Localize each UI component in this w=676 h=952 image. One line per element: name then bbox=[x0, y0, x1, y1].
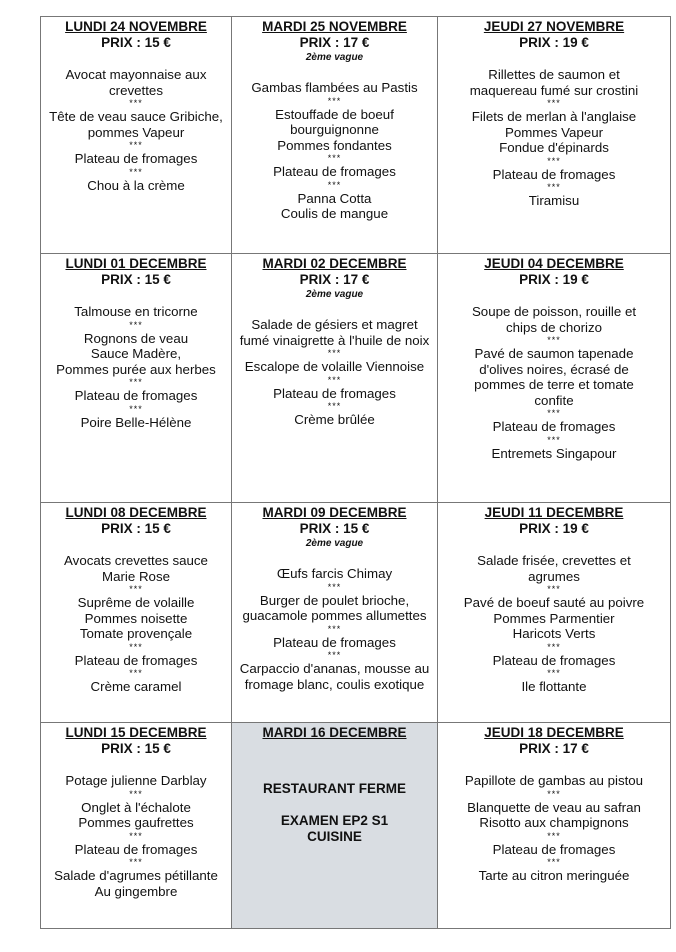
dish-list bbox=[238, 80, 431, 222]
course-separator: *** bbox=[327, 650, 342, 660]
dish-line: Avocats crevettes sauce bbox=[64, 553, 208, 568]
dish-line: Coulis de mangue bbox=[280, 206, 389, 221]
course-separator: *** bbox=[547, 668, 561, 678]
dish-list bbox=[444, 67, 664, 209]
dish-list bbox=[238, 317, 431, 428]
dish-line: Tomate provençale bbox=[79, 626, 193, 641]
dish-line: Entremets Singapour bbox=[491, 445, 617, 461]
day-heading: MARDI 25 NOVEMBRE bbox=[262, 19, 407, 34]
course-item bbox=[238, 317, 431, 348]
day-cell bbox=[41, 17, 232, 254]
dish-line: pommes Vapeur bbox=[87, 124, 185, 140]
course-separator: *** bbox=[547, 788, 561, 799]
price-label: PRIX : 17 € bbox=[519, 741, 589, 756]
day-heading: MARDI 16 DECEMBRE bbox=[262, 725, 407, 740]
price-label: PRIX : 15 € bbox=[101, 521, 171, 536]
dish-line: fromage blanc, coulis exotique bbox=[244, 676, 425, 692]
course-item bbox=[238, 191, 431, 222]
course-item bbox=[238, 593, 431, 624]
price-label: PRIX : 17 € bbox=[299, 272, 370, 287]
service-wave-note: 2ème vague bbox=[305, 52, 364, 63]
dish-line: Salade frisée, crevettes et bbox=[477, 553, 631, 568]
dish-line: Pommes Parmentier bbox=[493, 610, 615, 626]
course-item bbox=[238, 661, 431, 692]
dish-line: Carpaccio d'ananas, mousse au bbox=[239, 661, 430, 676]
dish-line: d'olives noires, écrasé de bbox=[479, 361, 629, 377]
day-heading: MARDI 02 DECEMBRE bbox=[262, 256, 407, 271]
dish-line: Talmouse en tricorne bbox=[74, 304, 198, 319]
course-separator: *** bbox=[547, 641, 561, 652]
closed-day-cell bbox=[232, 723, 438, 929]
day-cell bbox=[438, 723, 671, 929]
course-item bbox=[444, 446, 664, 462]
course-item bbox=[47, 842, 225, 858]
dish-line: Chou à la crème bbox=[87, 177, 185, 193]
price-label: PRIX : 15 € bbox=[299, 521, 370, 536]
dish-line: Plateau de fromages bbox=[273, 634, 396, 650]
dish-list bbox=[444, 304, 664, 461]
day-cell bbox=[232, 254, 438, 503]
day-cell bbox=[232, 503, 438, 723]
course-item bbox=[444, 304, 664, 335]
course-item bbox=[444, 346, 664, 408]
closure-line: RESTAURANT FERME bbox=[263, 781, 406, 796]
course-separator: *** bbox=[129, 377, 143, 387]
dish-line: confite bbox=[534, 392, 574, 408]
dish-line: chips de chorizo bbox=[505, 319, 603, 335]
dish-line: Blanquette de veau au safran bbox=[467, 799, 641, 815]
course-item bbox=[444, 595, 664, 642]
course-separator: *** bbox=[129, 830, 143, 841]
course-item bbox=[47, 304, 225, 320]
day-heading: MARDI 09 DECEMBRE bbox=[262, 505, 407, 520]
day-cell bbox=[438, 503, 671, 723]
course-separator: *** bbox=[327, 95, 342, 106]
price-label: PRIX : 15 € bbox=[101, 272, 171, 287]
course-separator: *** bbox=[547, 98, 561, 108]
price-label: PRIX : 19 € bbox=[519, 272, 589, 287]
menu-row bbox=[41, 723, 671, 929]
course-item bbox=[238, 107, 431, 154]
course-item bbox=[47, 800, 225, 831]
course-item bbox=[444, 67, 664, 98]
dish-line: Potage julienne Darblay bbox=[65, 773, 207, 788]
course-item bbox=[47, 773, 225, 789]
dish-list bbox=[47, 304, 225, 430]
day-heading: LUNDI 24 NOVEMBRE bbox=[65, 19, 207, 34]
course-item bbox=[444, 773, 664, 789]
day-heading: LUNDI 01 DECEMBRE bbox=[65, 256, 207, 271]
course-separator: *** bbox=[547, 434, 561, 445]
course-item bbox=[47, 595, 225, 642]
course-separator: *** bbox=[327, 179, 342, 190]
price-label: PRIX : 19 € bbox=[519, 35, 589, 50]
dish-line: Plateau de fromages bbox=[74, 652, 198, 668]
dish-line: Ile flottante bbox=[521, 679, 587, 694]
day-cell bbox=[41, 503, 232, 723]
dish-line: Soupe de poisson, rouille et bbox=[471, 304, 637, 319]
course-item bbox=[47, 679, 225, 695]
menu-row bbox=[41, 254, 671, 503]
closure-line: CUISINE bbox=[307, 829, 362, 844]
dish-line: Au gingembre bbox=[94, 883, 178, 899]
service-wave-note: 2ème vague bbox=[305, 538, 364, 549]
course-separator: *** bbox=[327, 348, 342, 358]
dish-list bbox=[238, 566, 431, 692]
dish-line: Estouffade de boeuf bbox=[275, 106, 394, 122]
course-item bbox=[47, 388, 225, 404]
menu-row bbox=[41, 503, 671, 723]
course-separator: *** bbox=[129, 319, 143, 330]
dish-line: Plateau de fromages bbox=[492, 652, 616, 668]
course-item bbox=[238, 635, 431, 651]
course-item bbox=[444, 167, 664, 183]
course-item bbox=[238, 386, 431, 402]
dish-line: Burger de poulet brioche, bbox=[259, 592, 410, 608]
dish-line: Tiramisu bbox=[528, 193, 580, 208]
closure-gap bbox=[238, 797, 431, 813]
course-item bbox=[47, 67, 225, 98]
course-item bbox=[47, 868, 225, 899]
price-label: PRIX : 15 € bbox=[101, 35, 171, 50]
course-separator: *** bbox=[129, 98, 143, 108]
dish-line: Haricots Verts bbox=[512, 626, 596, 641]
course-item bbox=[444, 553, 664, 584]
price-label: PRIX : 15 € bbox=[101, 741, 171, 756]
course-separator: *** bbox=[129, 584, 143, 594]
course-item bbox=[47, 109, 225, 140]
course-item bbox=[444, 193, 664, 209]
closure-notice bbox=[238, 781, 431, 845]
price-label: PRIX : 17 € bbox=[299, 35, 370, 50]
dish-line: Plateau de fromages bbox=[273, 385, 396, 401]
course-separator: *** bbox=[129, 857, 143, 867]
course-item bbox=[444, 842, 664, 858]
dish-line: guacamole pommes allumettes bbox=[242, 608, 427, 623]
course-item bbox=[238, 566, 431, 582]
dish-line: Panna Cotta bbox=[297, 190, 372, 206]
course-item bbox=[444, 419, 664, 435]
course-item bbox=[47, 653, 225, 669]
dish-line: Pavé de boeuf sauté au poivre bbox=[463, 595, 645, 610]
dish-line: Marie Rose bbox=[102, 568, 170, 584]
dish-list bbox=[444, 553, 664, 695]
dish-line: Tête de veau sauce Gribiche, bbox=[49, 109, 223, 124]
course-separator: *** bbox=[547, 584, 561, 594]
dish-line: Crème caramel bbox=[90, 679, 182, 694]
course-item bbox=[238, 359, 431, 375]
course-separator: *** bbox=[327, 623, 342, 634]
course-separator: *** bbox=[129, 788, 143, 799]
course-separator: *** bbox=[129, 641, 143, 652]
day-heading: LUNDI 15 DECEMBRE bbox=[65, 725, 207, 740]
service-wave-note: 2ème vague bbox=[305, 289, 364, 300]
dish-line: Crème brûlée bbox=[294, 412, 375, 427]
dish-line: Pavé de saumon tapenade bbox=[474, 346, 634, 361]
course-item bbox=[444, 868, 664, 884]
course-separator: *** bbox=[547, 335, 561, 345]
course-separator: *** bbox=[327, 153, 342, 163]
dish-line: Pommes gaufrettes bbox=[78, 815, 194, 830]
dish-line: fumé vinaigrette à l'huile de noix bbox=[239, 332, 430, 348]
dish-line: Poire Belle-Hélène bbox=[80, 414, 192, 430]
dish-line: Fondue d'épinards bbox=[499, 140, 609, 155]
day-heading: JEUDI 18 DECEMBRE bbox=[484, 725, 624, 740]
course-separator: *** bbox=[129, 403, 143, 414]
course-item bbox=[47, 151, 225, 167]
dish-line: Pommes noisette bbox=[84, 610, 188, 626]
dish-list bbox=[47, 553, 225, 695]
course-separator: *** bbox=[129, 668, 143, 678]
course-separator: *** bbox=[547, 857, 561, 867]
closure-line: EXAMEN EP2 S1 bbox=[280, 813, 389, 828]
course-item bbox=[444, 679, 664, 695]
dish-line: Œufs farcis Chimay bbox=[276, 566, 393, 581]
day-heading: JEUDI 27 NOVEMBRE bbox=[483, 19, 625, 34]
course-item bbox=[444, 109, 664, 156]
dish-line: Plateau de fromages bbox=[273, 164, 396, 179]
day-cell bbox=[232, 17, 438, 254]
dish-line: maquereau fumé sur crostini bbox=[469, 82, 639, 98]
dish-line: Plateau de fromages bbox=[492, 419, 616, 434]
day-cell bbox=[41, 723, 232, 929]
menu-body bbox=[41, 17, 671, 929]
dish-line: Tarte au citron meringuée bbox=[478, 868, 630, 883]
dish-line: Plateau de fromages bbox=[74, 388, 198, 403]
dish-line: crevettes bbox=[109, 82, 163, 98]
course-item bbox=[47, 178, 225, 194]
dish-line: Pommes fondantes bbox=[277, 137, 392, 153]
dish-line: Plateau de fromages bbox=[74, 151, 198, 166]
dish-list bbox=[47, 67, 225, 193]
dish-line: Salade d'agrumes pétillante bbox=[54, 868, 218, 883]
dish-list bbox=[444, 773, 664, 884]
course-item bbox=[47, 415, 225, 431]
course-separator: *** bbox=[129, 140, 143, 150]
day-heading: LUNDI 08 DECEMBRE bbox=[65, 505, 207, 520]
menu-row bbox=[41, 17, 671, 254]
day-cell bbox=[41, 254, 232, 503]
course-separator: *** bbox=[547, 155, 561, 166]
dish-line: agrumes bbox=[528, 568, 580, 584]
course-item bbox=[444, 653, 664, 669]
dish-line: Gambas flambées au Pastis bbox=[251, 80, 418, 95]
dish-line: bourguignonne bbox=[290, 122, 379, 137]
dish-line: Rognons de veau bbox=[83, 330, 189, 346]
course-separator: *** bbox=[327, 581, 342, 592]
course-separator: *** bbox=[547, 182, 561, 192]
course-item bbox=[238, 164, 431, 180]
course-item bbox=[47, 553, 225, 584]
dish-list bbox=[47, 773, 225, 899]
dish-line: Filets de merlan à l'anglaise bbox=[471, 109, 637, 124]
dish-line: Escalope de volaille Viennoise bbox=[244, 359, 425, 374]
day-heading: JEUDI 04 DECEMBRE bbox=[484, 256, 624, 271]
dish-line: Rillettes de saumon et bbox=[488, 67, 620, 82]
dish-line: Salade de gésiers et magret bbox=[251, 317, 418, 332]
dish-line: Pommes purée aux herbes bbox=[56, 361, 216, 377]
dish-line: Sauce Madère, bbox=[90, 346, 182, 361]
course-item bbox=[238, 412, 431, 428]
course-item bbox=[47, 331, 225, 378]
course-separator: *** bbox=[547, 408, 561, 418]
course-separator: *** bbox=[547, 830, 561, 841]
course-separator: *** bbox=[129, 166, 143, 177]
dish-line: Plateau de fromages bbox=[492, 841, 616, 857]
course-item bbox=[238, 80, 431, 96]
day-cell bbox=[438, 17, 671, 254]
day-heading: JEUDI 11 DECEMBRE bbox=[484, 505, 624, 520]
dish-line: Avocat mayonnaise aux bbox=[65, 67, 207, 82]
day-cell bbox=[438, 254, 671, 503]
dish-line: Onglet à l'échalote bbox=[81, 799, 191, 815]
dish-line: Pommes Vapeur bbox=[504, 124, 604, 140]
course-separator: *** bbox=[327, 374, 342, 385]
price-label: PRIX : 19 € bbox=[519, 521, 589, 536]
dish-line: pommes de terre et tomate bbox=[474, 377, 634, 392]
dish-line: Papillote de gambas au pistou bbox=[464, 773, 644, 788]
weekly-menu-table bbox=[40, 16, 671, 929]
dish-line: Plateau de fromages bbox=[492, 166, 616, 182]
dish-line: Plateau de fromages bbox=[74, 841, 198, 857]
dish-line: Suprême de volaille bbox=[77, 595, 195, 610]
course-separator: *** bbox=[327, 401, 342, 411]
course-item bbox=[444, 800, 664, 831]
dish-line: Risotto aux champignons bbox=[479, 815, 629, 830]
